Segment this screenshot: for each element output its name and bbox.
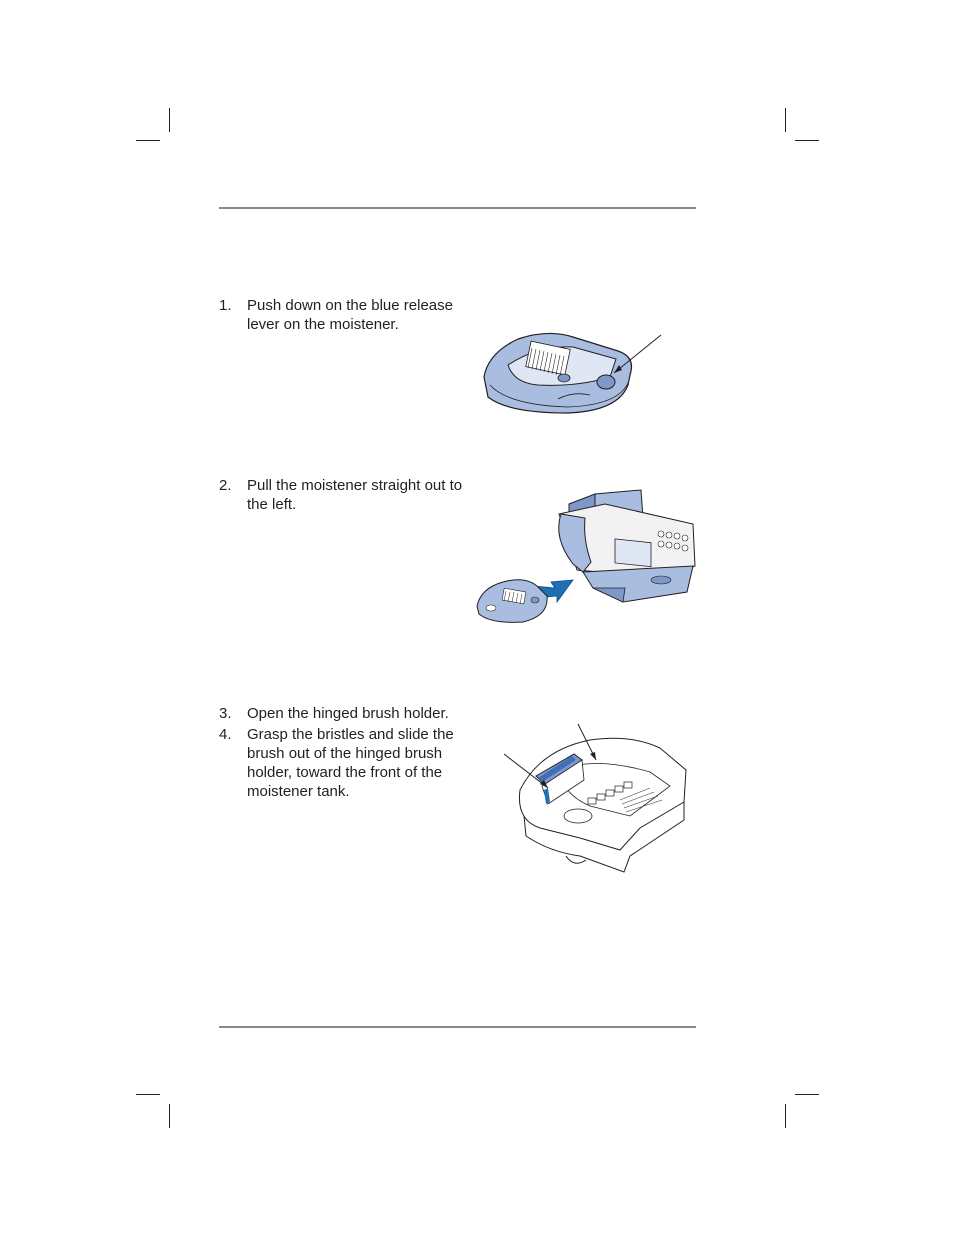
crop-mark-top-right-h: [795, 140, 819, 141]
footer-rule: [219, 1026, 696, 1028]
step-number: 1.: [219, 297, 232, 314]
step-4: [219, 725, 479, 801]
step-text: Open the hinged brush holder.: [247, 705, 449, 722]
crop-mark-top-left-h: [136, 140, 160, 141]
header-rule: [219, 207, 696, 209]
brush-holder-illustration: [500, 720, 695, 880]
pull-moistener-illustration: [473, 488, 698, 628]
step-number: 4.: [219, 726, 232, 743]
crop-mark-top-left-v: [169, 108, 170, 132]
moistener-release-lever-illustration: [478, 325, 668, 420]
crop-mark-bottom-right-h: [795, 1094, 819, 1095]
crop-mark-bottom-left-v: [169, 1104, 170, 1128]
step-text: Push down on the blue release lever on the moistener.: [247, 297, 453, 333]
step-2: [219, 476, 479, 514]
step-text: Grasp the bristles and slide the brush out of the hinged brush holder, toward the front of the moistener tank.: [247, 726, 454, 800]
step-number: 3.: [219, 705, 232, 722]
crop-mark-bottom-right-v: [785, 1104, 786, 1128]
crop-mark-bottom-left-h: [136, 1094, 160, 1095]
step-number: 2.: [219, 477, 232, 494]
step-3: [219, 704, 479, 723]
step-1: [219, 296, 479, 334]
crop-mark-top-right-v: [785, 108, 786, 132]
step-text: Pull the moistener straight out to the left.: [247, 477, 463, 513]
